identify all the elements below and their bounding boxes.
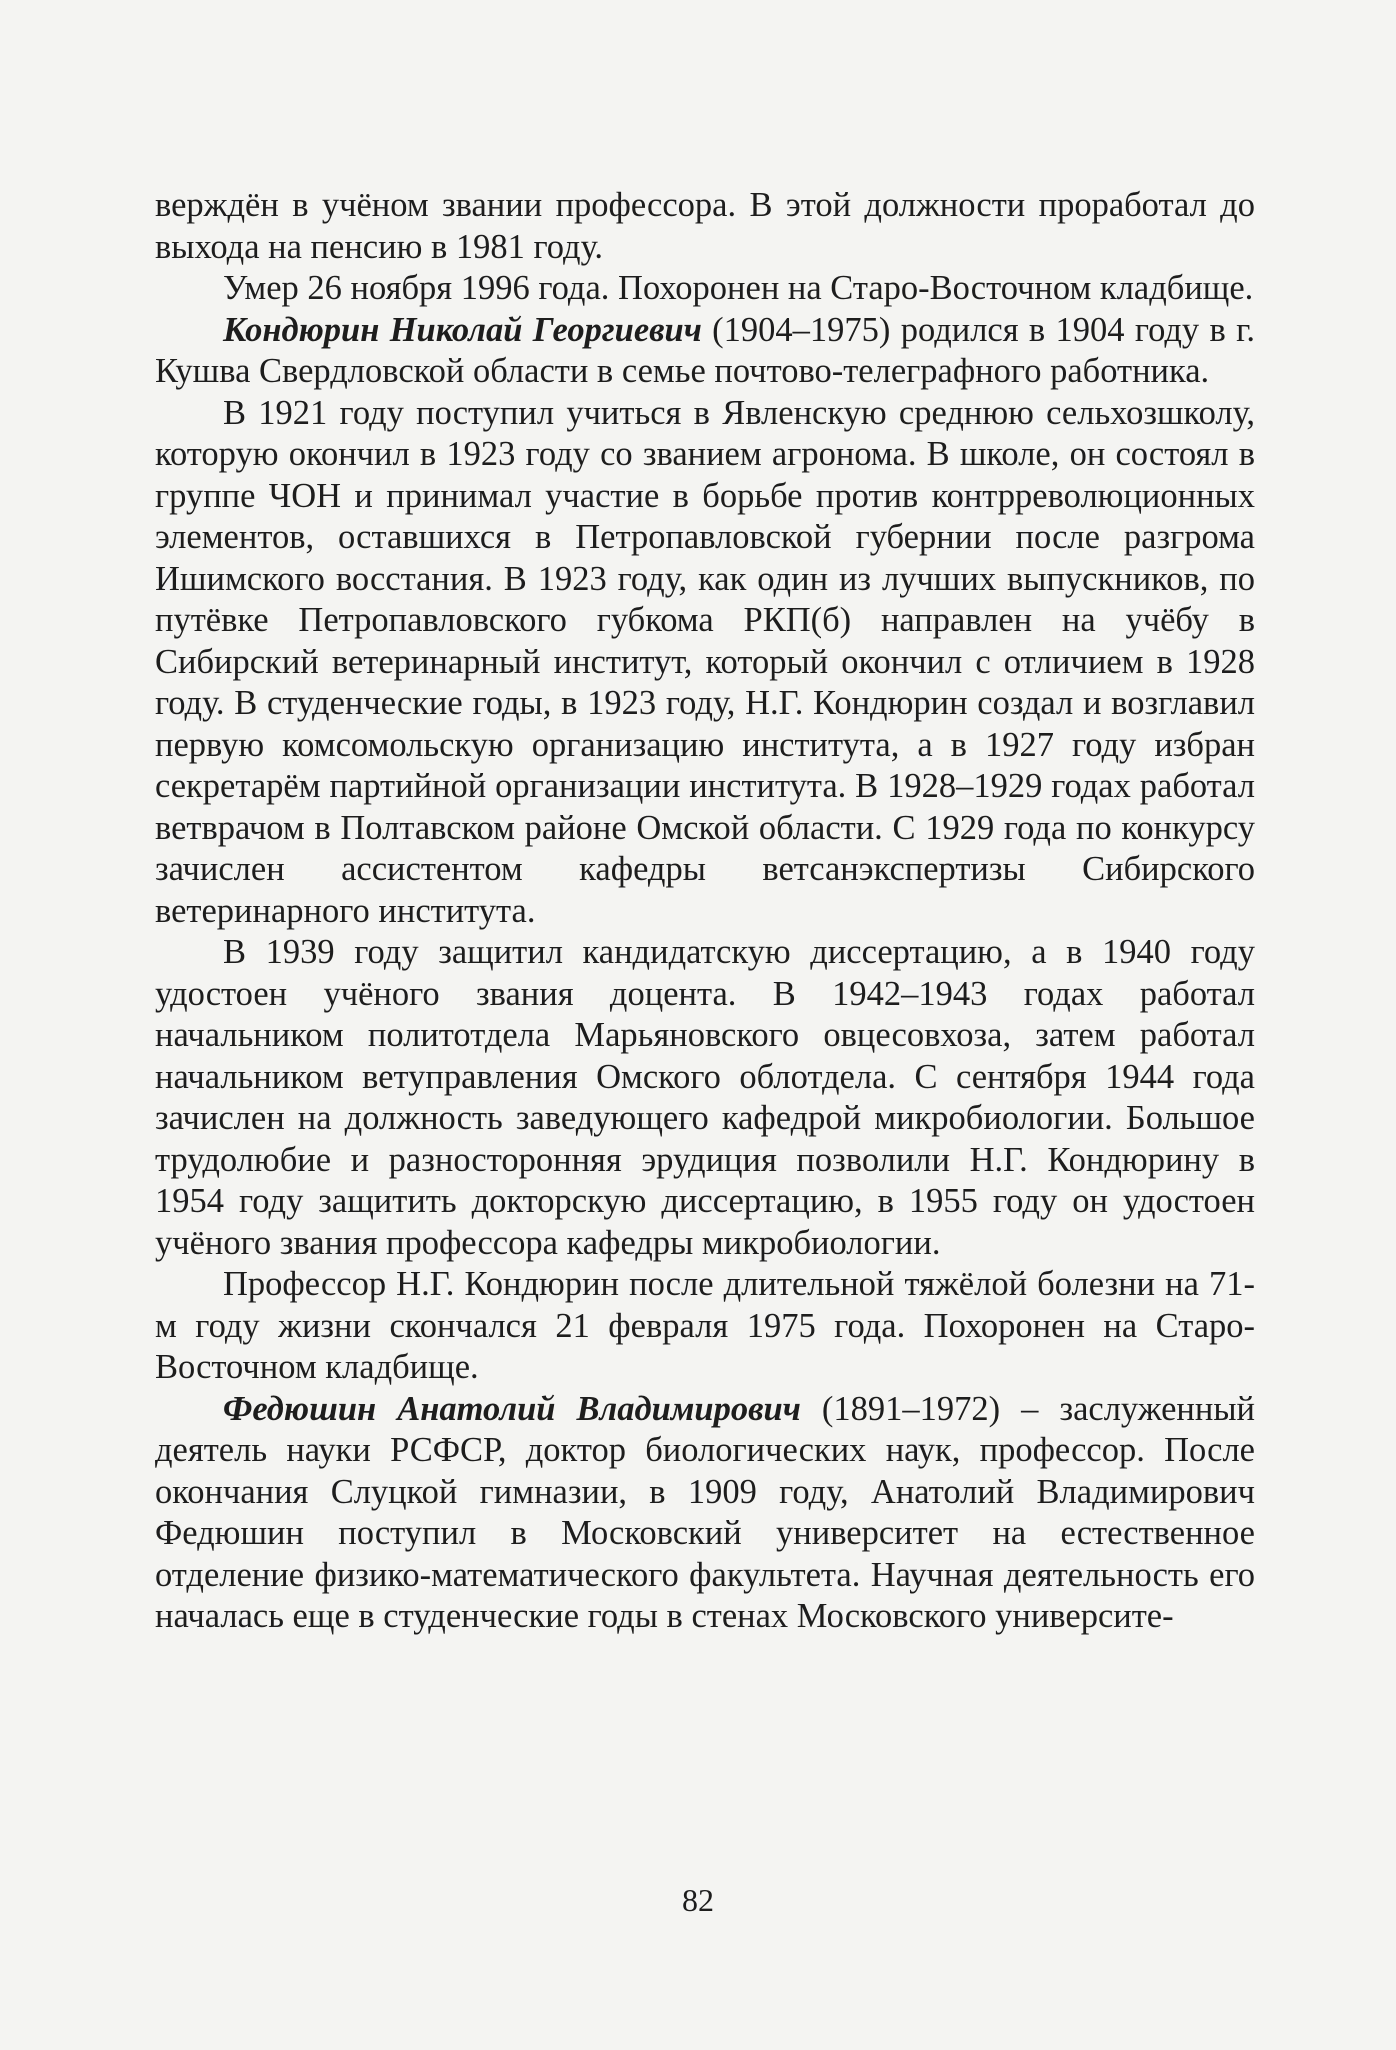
paragraph-5: [155, 932, 1255, 1264]
person-name-fedyushin: Федюшин Анатолий Владимирович: [223, 1389, 801, 1428]
paragraph-text: В 1921 году поступил учиться в Явленскую среднюю сельхозшколу, которую окончил в 1923 году со званием агронома. В школе, он состоял в группе ЧОН и принимал участие в борьбе против контрреволюционных элементов, оставшихся в Петропавловской губернии после разгрома Ишимского восстания. В 1923 году, как один из лучших выпускников, по путёвке Петропавловского губкома РКП(б) направлен на учёбу в Сибирский ветеринарный институт, который окончил с отличием в 1928 году. В студенческие годы, в 1923 году, Н.Г. Кондюрин создал и возглавил первую комсомольскую организацию института, а в 1927 году избран секретарём партийной организации института. В 1928–1929 годах работал ветврачом в Полтавском районе Омской области. С 1929 года по конкурсу зачислен ассистентом кафедры ветсанэкспертизы Сибирского ветеринарного института.: [155, 393, 1255, 930]
paragraph-1: [155, 185, 1255, 268]
paragraph-text: В 1939 году защитил кандидатскую диссертацию, а в 1940 году удостоен учёного звания доцента. В 1942–1943 годах работал начальником политотдела Марьяновского овцесовхоза, затем работал начальником ветуправления Омского облотдела. С сентября 1944 года зачислен на должность заведующего кафедрой микробиологии. Большое трудолюбие и разносторонняя эрудиция позволили Н.Г. Кондюрину в 1954 году защитить докторскую диссертацию, в 1955 году он удостоен учёного звания профессора кафедры микробиологии.: [155, 933, 1255, 1262]
paragraph-text: верждён в учёном звании профессора. В этой должности проработал до выхода на пенсию в 1981 году.: [155, 186, 1255, 266]
page-number: 82: [682, 1882, 714, 1918]
paragraph-kondyurin-intro: [155, 310, 1255, 393]
paragraph-4: [155, 393, 1255, 933]
body-text: [155, 185, 1255, 1638]
person-name-kondyurin: Кондюрин Николай Георгиевич: [223, 310, 702, 349]
paragraph-text: (1891–1972) – заслуженный деятель науки РСФСР, доктор биологических наук, профессор. После окончания Слуцкой гимназии, в 1909 году, Анатолий Владимирович Федюшин поступил в Московский университет на естественное отделение физико-математического факультета. Научная деятельность его началась еще в студенческие годы в стенах Московского университе-: [155, 1389, 1255, 1635]
paragraph-6: [155, 1264, 1255, 1389]
paragraph-fedyushin-intro: [155, 1389, 1255, 1638]
paragraph-text: Профессор Н.Г. Кондюрин после длительной тяжёлой болезни на 71-м году жизни скончался 21 февраля 1975 года. Похоронен на Старо-Восточном кладбище.: [155, 1265, 1255, 1386]
paragraph-text: (1904–1975) родился в 1904 году в г. Кушва Свердловской области в семье почтово-телеграфного работника.: [155, 310, 1255, 390]
paragraph-2: [155, 268, 1255, 310]
paragraph-text: Умер 26 ноября 1996 года. Похоронен на Старо-Восточном кладбище.: [223, 269, 1254, 307]
